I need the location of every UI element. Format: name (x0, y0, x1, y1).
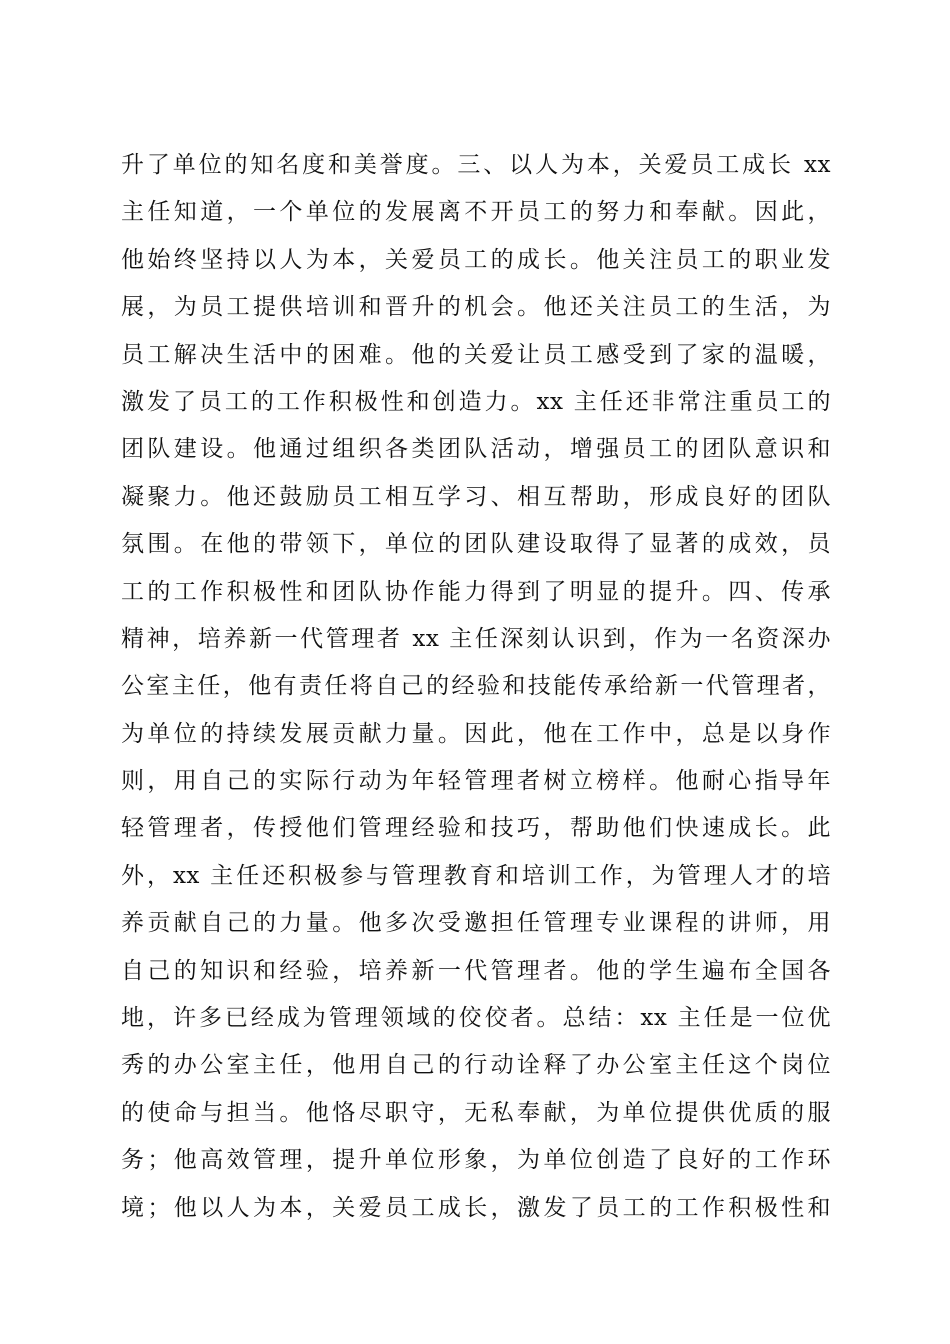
text-line: 氛围。在他的带领下，单位的团队建设取得了显著的成效，员 (121, 531, 831, 558)
text-line: 外，xx 主任还积极参与管理教育和培训工作，为管理人才的培 (121, 862, 831, 889)
text-line: 凝聚力。他还鼓励员工相互学习、相互帮助，形成良好的团队 (121, 483, 831, 510)
text-line: 秀的办公室主任，他用自己的行动诠释了办公室主任这个岗位 (121, 1052, 831, 1079)
text-line: 境；他以人为本，关爱员工成长，激发了员工的工作积极性和 (121, 1194, 831, 1221)
text-line: 轻管理者，传授他们管理经验和技巧，帮助他们快速成长。此 (121, 815, 831, 842)
text-line: 工的工作积极性和团队协作能力得到了明显的提升。四、传承 (121, 578, 831, 605)
text-line: 则，用自己的实际行动为年轻管理者树立榜样。他耐心指导年 (121, 768, 831, 795)
text-line: 的使命与担当。他恪尽职守，无私奉献，为单位提供优质的服 (121, 1099, 831, 1126)
text-line: 他始终坚持以人为本，关爱员工的成长。他关注员工的职业发 (121, 246, 831, 273)
text-line: 养贡献自己的力量。他多次受邀担任管理专业课程的讲师，用 (121, 910, 831, 937)
text-line: 员工解决生活中的困难。他的关爱让员工感受到了家的温暖， (121, 341, 831, 368)
body-text (121, 142, 831, 1232)
text-line: 自己的知识和经验，培养新一代管理者。他的学生遍布全国各 (121, 957, 831, 984)
text-line: 团队建设。他通过组织各类团队活动，增强员工的团队意识和 (121, 436, 831, 463)
text-line: 精神，培养新一代管理者 xx 主任深刻认识到，作为一名资深办 (121, 625, 831, 652)
text-line: 主任知道，一个单位的发展离不开员工的努力和奉献。因此， (121, 199, 831, 226)
text-line: 展，为员工提供培训和晋升的机会。他还关注员工的生活，为 (121, 294, 831, 321)
text-line: 为单位的持续发展贡献力量。因此，他在工作中，总是以身作 (121, 720, 831, 747)
text-line: 激发了员工的工作积极性和创造力。xx 主任还非常注重员工的 (121, 388, 831, 415)
text-line: 务；他高效管理，提升单位形象，为单位创造了良好的工作环 (121, 1147, 831, 1174)
text-line: 升了单位的知名度和美誉度。三、以人为本，关爱员工成长 xx (121, 152, 831, 178)
text-line: 地，许多已经成为管理领域的佼佼者。总结：xx 主任是一位优 (121, 1005, 831, 1032)
text-line: 公室主任，他有责任将自己的经验和技能传承给新一代管理者， (121, 673, 831, 700)
